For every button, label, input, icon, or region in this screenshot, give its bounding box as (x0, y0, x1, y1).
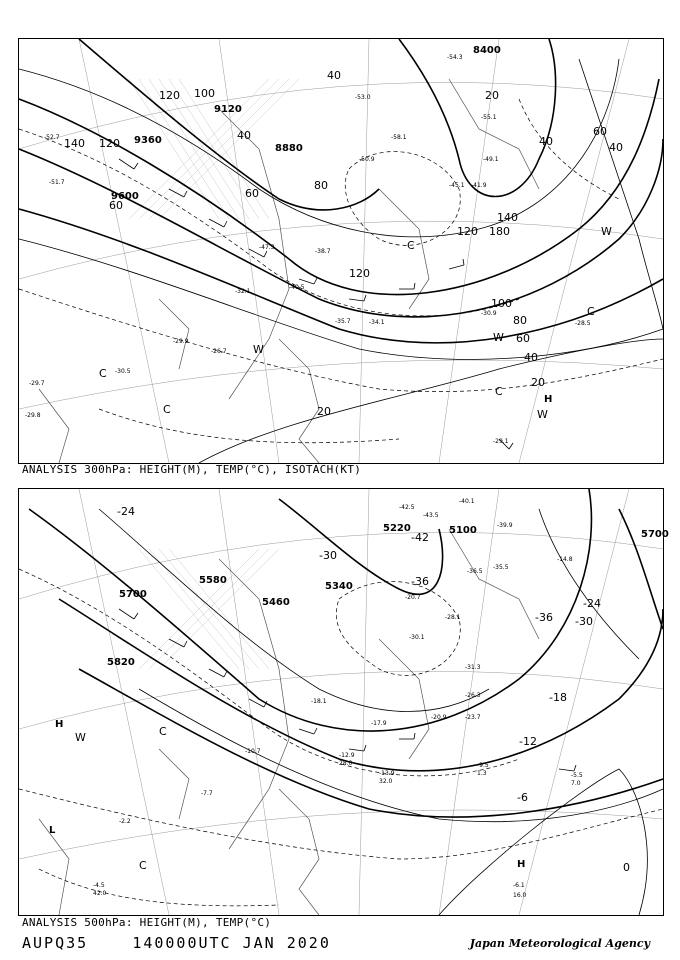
agency-credit: Japan Meteorological Agency (469, 937, 650, 950)
temp-label: -7.7 (201, 790, 213, 797)
temp-label: -51.7 (49, 179, 65, 186)
temp-iso-label: -30 (319, 549, 337, 562)
temp-iso-label: 0 (623, 861, 630, 874)
chart-identifier (22, 934, 331, 952)
temp-label: 32.0 (379, 778, 393, 785)
temp-label: -32.1 (235, 288, 251, 295)
temp-label: -26.3 (465, 692, 481, 699)
temp-label: -29.8 (25, 412, 41, 419)
isotach-label: 120 (159, 89, 180, 102)
caption-500hpa: ANALYSIS 500hPa: HEIGHT(M), TEMP(°C) (22, 916, 272, 929)
isotach-label: 80 (513, 314, 527, 327)
isotach-label: 40 (237, 129, 251, 142)
height-label: 9600 (111, 191, 139, 202)
isotach-label: 140 (497, 211, 518, 224)
isotach-label: 20 (317, 405, 331, 418)
pressure-center-marker: W (537, 408, 548, 421)
temp-label: -13.9 (379, 770, 395, 777)
height-label: 5220 (383, 523, 411, 534)
temp-label: -20.7 (405, 594, 421, 601)
temp-label: -17.9 (371, 720, 387, 727)
isotach-label: 60 (109, 199, 123, 212)
temp-label: -55.1 (481, 114, 497, 121)
pressure-center-marker: C (163, 403, 171, 416)
temp-label: -54.3 (447, 54, 463, 61)
height-label: 9360 (134, 135, 162, 146)
temp-label: 16.0 (513, 892, 527, 899)
temp-label: -35.5 (493, 564, 509, 571)
isotach-label: 20 (531, 376, 545, 389)
temp-label: -42.5 (399, 504, 415, 511)
temp-label: -2.2 (119, 818, 131, 825)
height-label: 8880 (275, 143, 303, 154)
temp-label: -23.7 (465, 714, 481, 721)
temp-label: 28.0 (339, 760, 353, 767)
temp-label: -53.0 (355, 94, 371, 101)
isotach-label: 120 (349, 267, 370, 280)
temp-label: -28.1 (445, 614, 461, 621)
temp-label: -5.5 (571, 772, 583, 779)
temp-label: -28.5 (575, 320, 591, 327)
isotach-label: 100 (194, 87, 215, 100)
temp-label: -49.1 (483, 156, 499, 163)
temp-label: -14.8 (557, 556, 573, 563)
temp-label: -38.7 (315, 248, 331, 255)
caption-300hpa: ANALYSIS 300hPa: HEIGHT(M), TEMP(°C), ISOTACH(KT) (22, 463, 362, 476)
pressure-center-marker: W (253, 343, 264, 356)
temp-label: -50.9 (359, 156, 375, 163)
temp-label: -9.5 (477, 762, 489, 769)
pressure-center-marker: H (517, 859, 526, 870)
coastlines (39, 529, 539, 915)
map-300hpa (18, 38, 664, 464)
pressure-center-marker: H (544, 394, 553, 405)
pressure-center-marker: C (407, 239, 415, 252)
temp-label: 42.0 (93, 890, 107, 897)
temp-label: -52.7 (44, 134, 60, 141)
temp-label: 1.3 (477, 770, 487, 777)
isotach-label: 140 (64, 137, 85, 150)
isotach-label: 60 (593, 125, 607, 138)
temp-label: -58.1 (391, 134, 407, 141)
temp-label: -18.1 (311, 698, 327, 705)
map-500hpa (18, 488, 669, 916)
temp-label: -40.1 (459, 498, 475, 505)
pressure-center-marker: C (587, 305, 595, 318)
isotach-label: 60 (516, 332, 530, 345)
pressure-center-marker: H (55, 719, 64, 730)
hatching (139, 549, 279, 669)
isotach-label: 40 (539, 135, 553, 148)
temp-label: -30.1 (409, 634, 425, 641)
temp-label: -6.1 (513, 882, 525, 889)
temp-iso-label: -24 (117, 505, 135, 518)
temp-iso-label: -24 (583, 597, 601, 610)
temp-iso-label: -36 (411, 575, 429, 588)
temp-contours (99, 509, 663, 915)
chart-code: AUPQ35 (22, 934, 89, 952)
pressure-center-marker: C (159, 725, 167, 738)
temp-label: -30.5 (115, 368, 131, 375)
temp-label: -41.9 (471, 182, 487, 189)
temp-label: -40.5 (289, 284, 305, 291)
isotach-label: 120 (99, 137, 120, 150)
pressure-center-marker: C (495, 385, 503, 398)
temp-label: -35.7 (335, 318, 351, 325)
isotach-label: 120 (457, 225, 478, 238)
temp-label: -29.7 (29, 380, 45, 387)
isotach-label: 100 (491, 297, 512, 310)
wind-barbs (119, 159, 513, 449)
isotach-label: 40 (524, 351, 538, 364)
chart-datetime: 140000UTC JAN 2020 (132, 934, 331, 952)
isotach-label: 80 (314, 179, 328, 192)
height-contours (29, 489, 663, 817)
temp-iso-label: -36 (535, 611, 553, 624)
temp-label: -29.1 (493, 438, 509, 445)
height-label: 5100 (449, 525, 477, 536)
pressure-center-marker: W (493, 331, 504, 344)
map-300hpa-canvas (19, 39, 663, 463)
height-label: 5820 (107, 657, 135, 668)
temp-label: -39.9 (497, 522, 513, 529)
temp-iso-label: -18 (549, 691, 567, 704)
isotach-label: 40 (609, 141, 623, 154)
temp-iso-label: -6 (517, 791, 528, 804)
isotach-label: 20 (485, 89, 499, 102)
isotach-label: 180 (489, 225, 510, 238)
temp-label: -29.9 (173, 338, 189, 345)
height-label: 5700 (641, 529, 669, 540)
height-label: 5580 (199, 575, 227, 586)
map-500hpa-canvas (19, 489, 669, 915)
pressure-center-marker: C (99, 367, 107, 380)
temp-label: -30.9 (481, 310, 497, 317)
isotachs (19, 59, 663, 463)
height-label: 5700 (119, 589, 147, 600)
temp-label: -43.5 (423, 512, 439, 519)
temp-label: -20.9 (431, 714, 447, 721)
height-label: 5340 (325, 581, 353, 592)
height-label: 5460 (262, 597, 290, 608)
pressure-center-marker: W (601, 225, 612, 238)
temp-label: -45.1 (449, 182, 465, 189)
temp-iso-label: -30 (575, 615, 593, 628)
temp-label: -34.1 (369, 319, 385, 326)
temp-label: -12.9 (339, 752, 355, 759)
isotach-label: 60 (245, 187, 259, 200)
temp-label: -4.5 (93, 882, 105, 889)
temp-label: -10.7 (245, 748, 261, 755)
isotherms (19, 99, 663, 443)
temp-label: 7.0 (571, 780, 581, 787)
height-label: 9120 (214, 104, 242, 115)
temp-iso-label: -12 (519, 735, 537, 748)
temp-label: -31.3 (465, 664, 481, 671)
wind-barbs (119, 609, 576, 771)
temp-label: -26.7 (211, 348, 227, 355)
pressure-center-marker: W (75, 731, 86, 744)
pressure-center-marker: L (49, 825, 56, 836)
temp-iso-label: -42 (411, 531, 429, 544)
temp-label: -36.5 (467, 568, 483, 575)
isotach-label: 40 (327, 69, 341, 82)
pressure-center-marker: C (139, 859, 147, 872)
height-label: 8400 (473, 45, 501, 56)
temp-label: -47.3 (259, 244, 275, 251)
